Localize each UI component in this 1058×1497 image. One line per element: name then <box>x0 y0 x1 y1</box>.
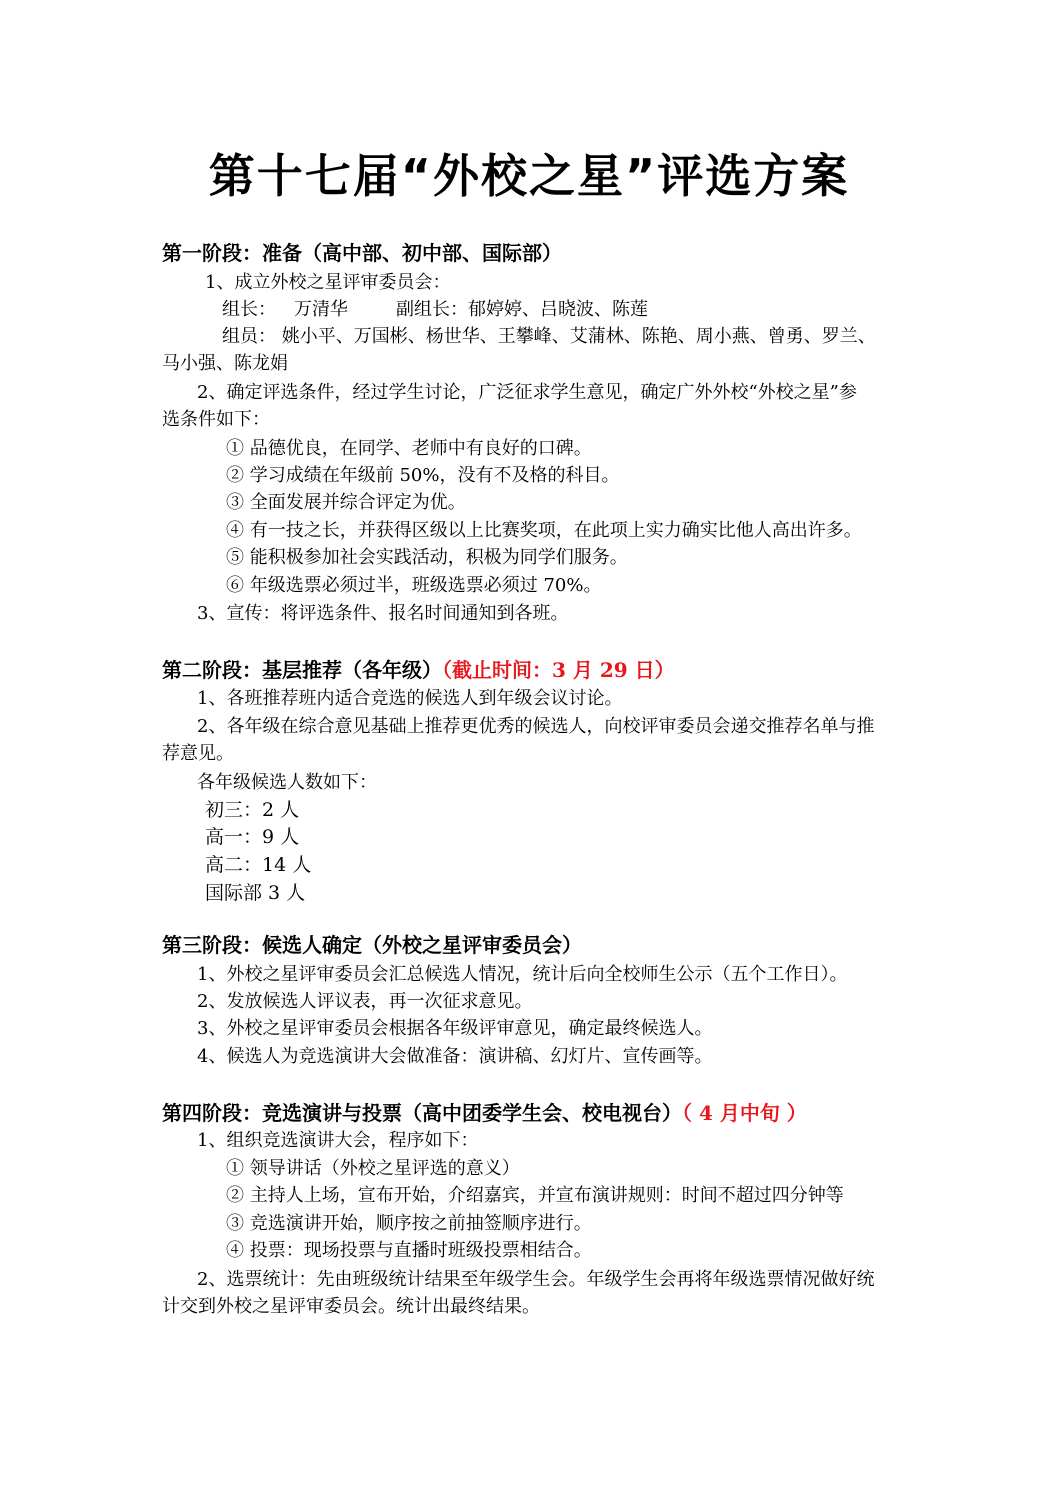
program-step: ① 领导讲话（外校之星评选的意义） <box>226 1158 520 1179</box>
stage3-heading: 第三阶段：候选人确定（外校之星评审委员会） <box>162 933 582 957</box>
committee-members-line2: 马小强、陈龙娟 <box>162 353 288 374</box>
stage2-item2-line1: 2、各年级在综合意见基础上推荐更优秀的候选人，向校评审委员会递交推荐名单与推 <box>197 716 875 737</box>
condition-item: ④ 有一技之长，并获得区级以上比赛奖项，在此项上实力确实比他人高出许多。 <box>226 520 862 541</box>
leader-name: 万清华 <box>294 299 348 320</box>
program-step: ② 主持人上场，宣布开始，介绍嘉宾，并宣布演讲规则：时间不超过四分钟等 <box>226 1185 844 1206</box>
stage1-item1: 1、成立外校之星评审委员会： <box>205 272 451 293</box>
stage1-heading: 第一阶段：准备（高中部、初中部、国际部） <box>162 241 562 265</box>
stage3-item: 2、发放候选人评议表，再一次征求意见。 <box>197 991 533 1012</box>
program-step: ③ 竞选演讲开始，顺序按之前抽签顺序进行。 <box>226 1213 592 1234</box>
stage2-heading <box>162 657 675 683</box>
condition-item: ① 品德优良，在同学、老师中有良好的口碑。 <box>226 438 592 459</box>
candidate-counts-intro: 各年级候选人数如下： <box>197 772 377 793</box>
condition-item: ⑤ 能积极参加社会实践活动，积极为同学们服务。 <box>226 547 628 568</box>
stage3-item: 3、外校之星评审委员会根据各年级评审意见，确定最终候选人。 <box>197 1018 713 1039</box>
vice-leaders: 副组长：郁婷婷、吕晓波、陈莲 <box>396 299 648 320</box>
program-step: ④ 投票：现场投票与直播时班级投票相结合。 <box>226 1240 592 1261</box>
stage3-item: 1、外校之星评审委员会汇总候选人情况，统计后向全校师生公示（五个工作日）。 <box>197 964 848 985</box>
stage4-time: （ 4 月中旬 ） <box>682 1101 807 1125</box>
leader-label: 组长： <box>222 299 276 320</box>
candidate-count-item: 国际部 3 人 <box>205 882 306 904</box>
stage3-item: 4、候选人为竞选演讲大会做准备：演讲稿、幻灯片、宣传画等。 <box>197 1046 713 1067</box>
stage4-item2-line2: 计交到外校之星评审委员会。统计出最终结果。 <box>162 1296 540 1317</box>
stage4-item1: 1、组织竞选演讲大会，程序如下： <box>197 1130 479 1151</box>
stage1-item2-line1: 2、确定评选条件，经过学生讨论，广泛征求学生意见，确定广外外校“外校之星”参 <box>197 382 857 403</box>
stage4-item2-line1: 2、选票统计：先由班级统计结果至年级学生会。年级学生会再将年级选票情况做好统 <box>197 1269 875 1290</box>
document-title: 第十七届“外校之星”评选方案 <box>208 149 850 203</box>
stage2-deadline: （截止时间：3 月 29 日） <box>442 658 675 682</box>
candidate-count-item: 高二：14 人 <box>205 854 312 876</box>
condition-item: ③ 全面发展并综合评定为优。 <box>226 492 466 513</box>
condition-item: ⑥ 年级选票必须过半，班级选票必须过 70%。 <box>226 575 602 596</box>
candidate-count-item: 高一：9 人 <box>205 826 300 848</box>
stage2-item2-line2: 荐意见。 <box>162 743 234 764</box>
committee-leader-row <box>222 297 648 323</box>
stage4-heading-text: 第四阶段：竞选演讲与投票（高中团委学生会、校电视台） <box>162 1101 682 1125</box>
stage2-heading-text: 第二阶段：基层推荐（各年级） <box>162 658 442 682</box>
condition-item: ② 学习成绩在年级前 50%，没有不及格的科目。 <box>226 465 620 486</box>
stage2-item1: 1、各班推荐班内适合竞选的候选人到年级会议讨论。 <box>197 688 623 709</box>
stage1-item2-line2: 选条件如下： <box>162 409 270 430</box>
stage1-item3: 3、宣传：将评选条件、报名时间通知到各班。 <box>197 603 569 624</box>
committee-members-line1: 组员： 姚小平、万国彬、杨世华、王攀峰、艾蒲林、陈艳、周小燕、曾勇、罗兰、 <box>222 326 876 347</box>
candidate-count-item: 初三：2 人 <box>205 799 300 821</box>
stage4-heading <box>162 1100 807 1126</box>
